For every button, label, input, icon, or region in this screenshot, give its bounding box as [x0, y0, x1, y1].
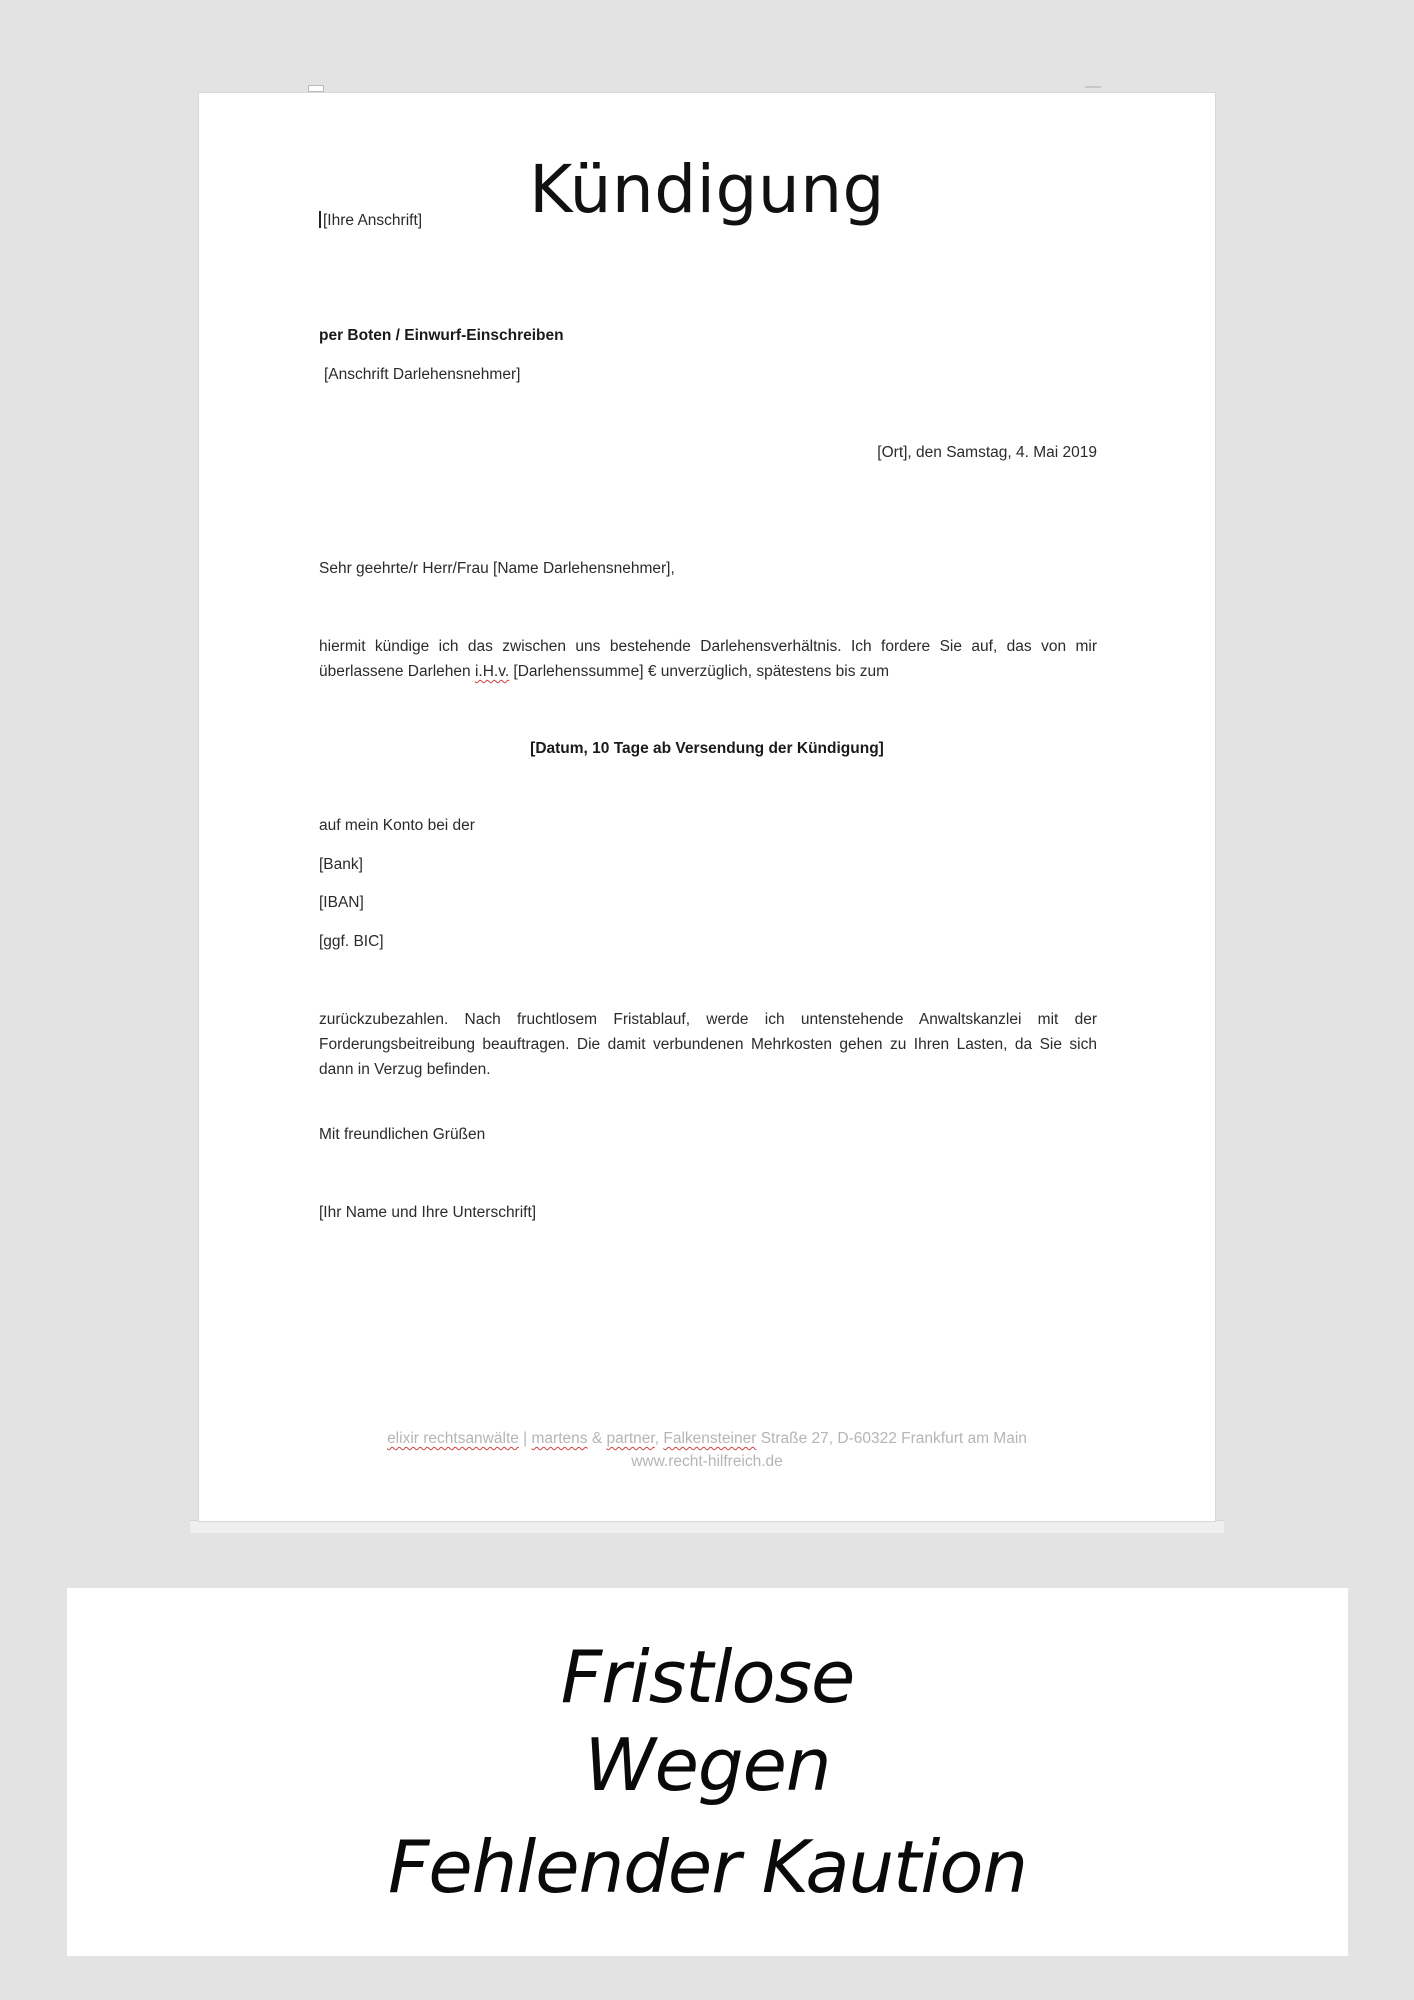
- sender-address: [Ihre Anschrift]: [323, 212, 423, 229]
- sender-address-line[interactable]: [319, 211, 422, 230]
- recipient-address: [Anschrift Darlehensnehmer]: [324, 366, 521, 383]
- footer-address: elixir rechtsanwälte | martens & partner, Falkensteiner Straße 27, D-60322 Frankfurt am Main: [387, 1430, 1027, 1447]
- caption-line-1: Fristlose: [560, 1635, 855, 1719]
- footer-website: www.recht-hilfreich.de: [631, 1453, 783, 1470]
- document-title: Kündigung: [529, 151, 885, 228]
- bank-placeholder: [Bank]: [319, 856, 363, 873]
- deadline-placeholder: [Datum, 10 Tage ab Versendung der Kündigung]: [530, 740, 884, 757]
- caption-banner: [67, 1588, 1348, 1956]
- bic-placeholder: [ggf. BIC]: [319, 933, 384, 950]
- paragraph-demand: hiermit kündige ich das zwischen uns bestehende Darlehensverhältnis. Ich fordere Sie auf, das von mir überlassene Darlehen i.H.v. [Darlehenssumme] € unverzüglich, spätestens bis zum: [319, 638, 1097, 680]
- spellcheck-flagged-word: i.H.v.: [474, 663, 510, 680]
- signature-placeholder: [Ihr Name und Ihre Unterschrift]: [319, 1204, 537, 1221]
- delivery-method: per Boten / Einwurf-Einschreiben: [319, 327, 564, 344]
- document-page: [198, 92, 1216, 1522]
- text-cursor: [319, 211, 321, 228]
- closing: Mit freundlichen Grüßen: [319, 1126, 486, 1143]
- document-footer: [199, 1427, 1215, 1473]
- iban-placeholder: [IBAN]: [319, 894, 364, 911]
- salutation: Sehr geehrte/r Herr/Frau [Name Darlehensnehmer],: [319, 560, 675, 577]
- page-corner-mark-right: [1085, 86, 1101, 88]
- caption-line-3: Fehlender Kaution: [387, 1825, 1028, 1909]
- place-date: [Ort], den Samstag, 4. Mai 2019: [877, 444, 1097, 461]
- page-corner-mark-left: [308, 85, 324, 92]
- caption-line-2: Wegen: [584, 1723, 831, 1807]
- account-intro: auf mein Konto bei der: [319, 817, 475, 834]
- paragraph-consequences: zurückzubezahlen. Nach fruchtlosem Fristablauf, werde ich untenstehende Anwaltskanzlei mit der Forderungsbeitreibung beauftragen. Die damit verbundenen Mehrkosten gehen zu Ihren Lasten, da Sie sich dann in Verzug befinden.: [319, 1011, 1097, 1078]
